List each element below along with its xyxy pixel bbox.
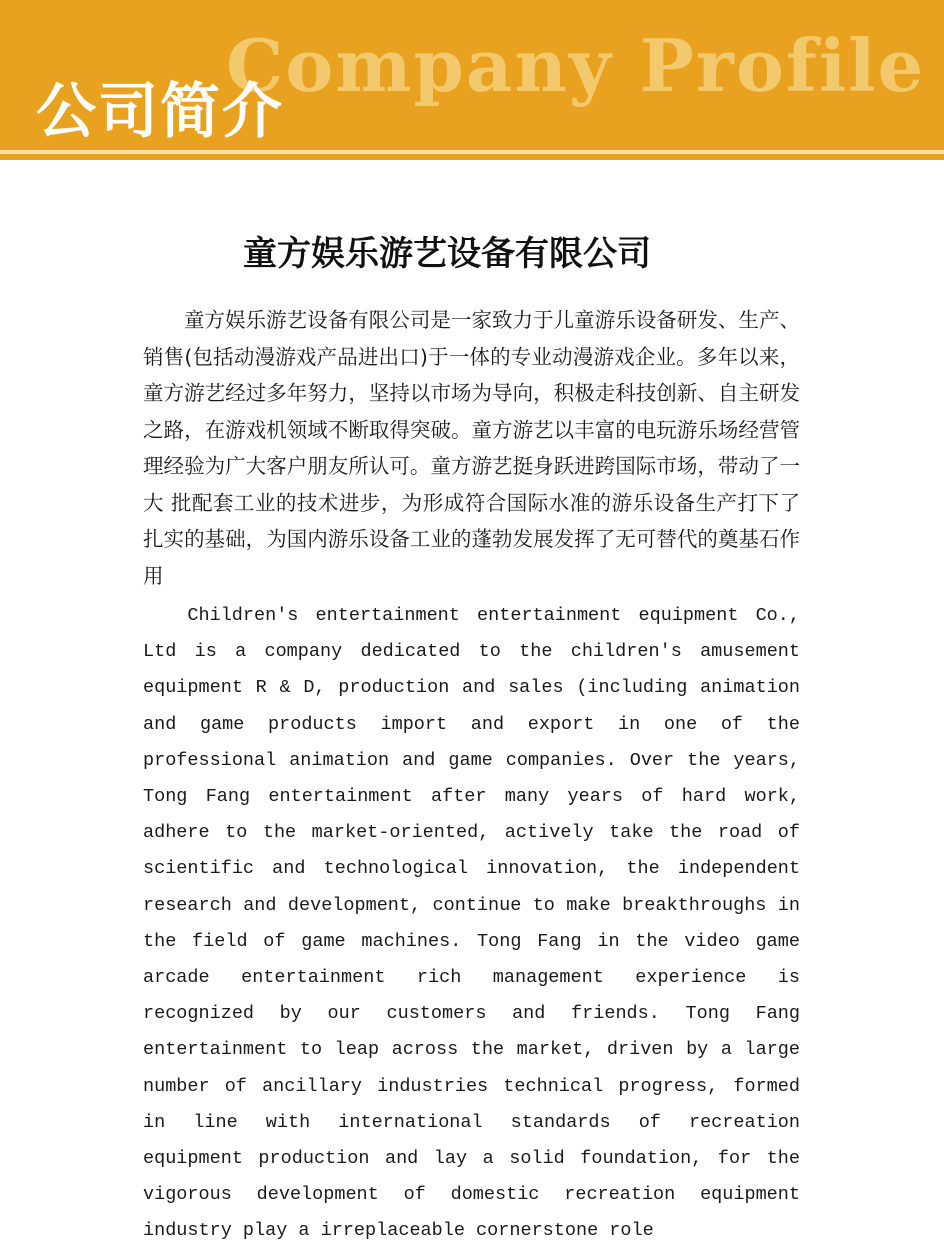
header-divider	[0, 154, 944, 160]
company-name-title: 童方娱乐游艺设备有限公司	[243, 233, 651, 274]
header-chinese-title: 公司简介	[36, 77, 284, 147]
profile-body	[143, 302, 800, 1250]
chinese-paragraph: 童方娱乐游艺设备有限公司是一家致力于儿童游乐设备研发、生产、销售(包括动漫游戏产品进出口)于一体的专业动漫游戏企业。多年以来，童方游艺经过多年努力，坚持以市场为导向，积极走科技创新、自主研发之路，在游戏机领域不断取得突破。童方游艺以丰富的电玩游乐场经营管理经验为广大客户朋友所认可。童方游艺挺身跃进跨国际市场，带动了一大 批配套工业的技术进步，为形成符合国际水准的游乐设备生产打下了扎实的基础，为国内游乐设备工业的蓬勃发展发挥了无可替代的奠基石作用	[143, 308, 800, 588]
header-english-title: Company Profile	[226, 23, 926, 108]
english-paragraph: Children's entertainment entertainment equipment Co., Ltd is a company dedicated to the children's amusement equipment R & D, production and sales (including animation and game products import and export in one of the professional animation and game companies. Over the years, Tong Fang entertainment after many years of hard work, adhere to the market-oriented, actively take the road of scientific and technological innovation, the independent research and development, continue to make breakthroughs in the field of game machines. Tong Fang in the video game arcade entertainment rich management experience is recognized by our customers and friends. Tong Fang entertainment to leap across the market, driven by a large number of ancillary industries technical progress, formed in line with international standards of recreation equipment production and lay a solid foundation, for the vigorous development of domestic recreation equipment industry play a irreplaceable cornerstone role	[143, 605, 800, 1242]
